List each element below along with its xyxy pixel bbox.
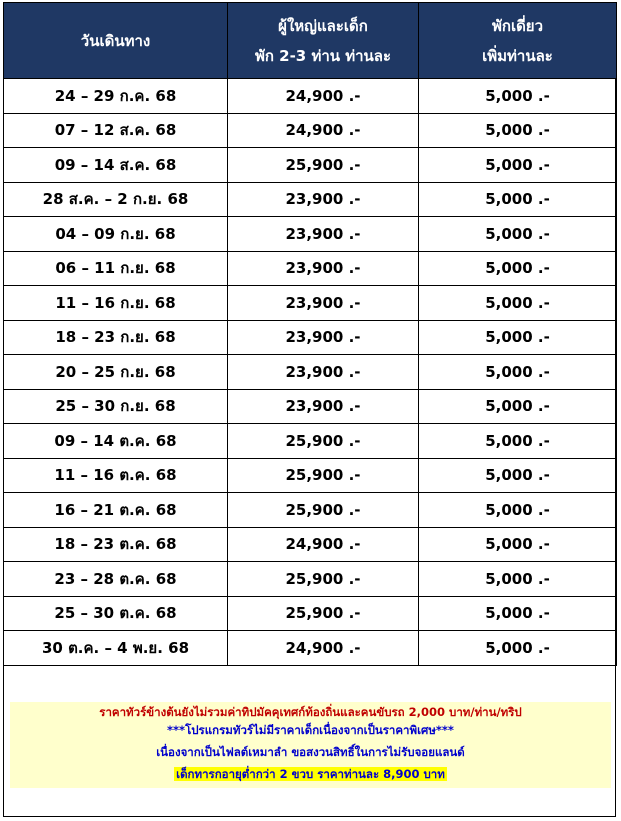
table-row (4, 631, 617, 666)
cell-travel-date: 20 – 25 ก.ย. 68 (4, 355, 228, 390)
cell-travel-date: 07 – 12 ส.ค. 68 (4, 113, 228, 148)
cell-travel-date: 09 – 14 ส.ค. 68 (4, 148, 228, 183)
cell-single-supplement: 5,000 .- (419, 631, 617, 666)
cell-single-supplement: 5,000 .- (419, 596, 617, 631)
table-row (4, 251, 617, 286)
table-row (4, 217, 617, 252)
table-row (4, 562, 617, 597)
header-single-supplement (419, 3, 617, 79)
cell-single-supplement: 5,000 .- (419, 355, 617, 390)
header-single-line1: พักเดี่ยว (491, 16, 544, 35)
cell-travel-date: 25 – 30 ต.ค. 68 (4, 596, 228, 631)
cell-adult-child-price: 23,900 .- (228, 217, 419, 252)
note-infant-price-wrap (10, 766, 611, 784)
cell-travel-date: 09 – 14 ต.ค. 68 (4, 424, 228, 459)
note-no-child-price: ***โปรแกรมทัวร์ไม่มีราคาเด็กเนื่องจากเป็นราคาพิเศษ*** (167, 723, 454, 737)
cell-adult-child-price: 24,900 .- (228, 113, 419, 148)
cell-single-supplement: 5,000 .- (419, 251, 617, 286)
note-infant-price: เด็กทารกอายุต่ำกว่า 2 ขวบ ราคาท่านละ 8,900 บาท (176, 767, 445, 781)
cell-adult-child-price: 25,900 .- (228, 596, 419, 631)
table-header-row (4, 3, 617, 79)
cell-adult-child-price: 25,900 .- (228, 424, 419, 459)
header-adult-child-price (228, 3, 419, 79)
notes-box (10, 702, 611, 788)
cell-adult-child-price: 25,900 .- (228, 493, 419, 528)
cell-adult-child-price: 25,900 .- (228, 458, 419, 493)
cell-adult-child-price: 23,900 .- (228, 389, 419, 424)
cell-single-supplement: 5,000 .- (419, 320, 617, 355)
table-row (4, 424, 617, 459)
table-row (4, 286, 617, 321)
cell-single-supplement: 5,000 .- (419, 113, 617, 148)
table-row (4, 527, 617, 562)
table-row (4, 493, 617, 528)
cell-single-supplement: 5,000 .- (419, 458, 617, 493)
header-single-line2: เพิ่มท่านละ (482, 46, 553, 65)
cell-single-supplement: 5,000 .- (419, 493, 617, 528)
cell-travel-date: 23 – 28 ต.ค. 68 (4, 562, 228, 597)
cell-travel-date: 25 – 30 ก.ย. 68 (4, 389, 228, 424)
table-row (4, 389, 617, 424)
header-travel-date: วันเดินทาง (4, 3, 228, 79)
cell-single-supplement: 5,000 .- (419, 148, 617, 183)
cell-adult-child-price: 24,900 .- (228, 79, 419, 114)
cell-single-supplement: 5,000 .- (419, 286, 617, 321)
table-row (4, 596, 617, 631)
cell-adult-child-price: 23,900 .- (228, 251, 419, 286)
cell-adult-child-price: 23,900 .- (228, 355, 419, 390)
cell-travel-date: 11 – 16 ต.ค. 68 (4, 458, 228, 493)
cell-travel-date: 30 ต.ค. – 4 พ.ย. 68 (4, 631, 228, 666)
cell-travel-date: 11 – 16 ก.ย. 68 (4, 286, 228, 321)
cell-adult-child-price: 25,900 .- (228, 148, 419, 183)
cell-travel-date: 28 ส.ค. – 2 ก.ย. 68 (4, 182, 228, 217)
cell-travel-date: 18 – 23 ก.ย. 68 (4, 320, 228, 355)
cell-adult-child-price: 24,900 .- (228, 527, 419, 562)
cell-single-supplement: 5,000 .- (419, 527, 617, 562)
note-tip-excluded: ราคาทัวร์ข้างต้นยังไม่รวมค่าทิปมัคคุเทศก์ท้องถิ่นและคนขับรถ 2,000 บาท/ท่าน/ทริป (99, 705, 522, 719)
cell-travel-date: 18 – 23 ต.ค. 68 (4, 527, 228, 562)
cell-single-supplement: 5,000 .- (419, 389, 617, 424)
cell-travel-date: 04 – 09 ก.ย. 68 (4, 217, 228, 252)
cell-adult-child-price: 23,900 .- (228, 320, 419, 355)
cell-adult-child-price: 23,900 .- (228, 286, 419, 321)
table-row (4, 355, 617, 390)
cell-travel-date: 16 – 21 ต.ค. 68 (4, 493, 228, 528)
cell-single-supplement: 5,000 .- (419, 79, 617, 114)
table-row (4, 458, 617, 493)
cell-adult-child-price: 24,900 .- (228, 631, 419, 666)
cell-single-supplement: 5,000 .- (419, 424, 617, 459)
cell-travel-date: 24 – 29 ก.ค. 68 (4, 79, 228, 114)
table-row (4, 79, 617, 114)
table-row (4, 320, 617, 355)
table-row (4, 148, 617, 183)
header-adult-child-line2: พัก 2-3 ท่าน ท่านละ (254, 46, 392, 65)
cell-single-supplement: 5,000 .- (419, 562, 617, 597)
header-adult-child-line1: ผู้ใหญ่และเด็ก (278, 16, 368, 35)
cell-adult-child-price: 23,900 .- (228, 182, 419, 217)
cell-single-supplement: 5,000 .- (419, 182, 617, 217)
cell-single-supplement: 5,000 .- (419, 217, 617, 252)
cell-travel-date: 06 – 11 ก.ย. 68 (4, 251, 228, 286)
note-charter-flight: เนื่องจากเป็นไฟลต์เหมาลำ ขอสงวนสิทธิ์ในการไม่รับจอยแลนด์ (156, 745, 465, 759)
table-row (4, 113, 617, 148)
price-table (3, 2, 617, 666)
cell-adult-child-price: 25,900 .- (228, 562, 419, 597)
table-row (4, 182, 617, 217)
